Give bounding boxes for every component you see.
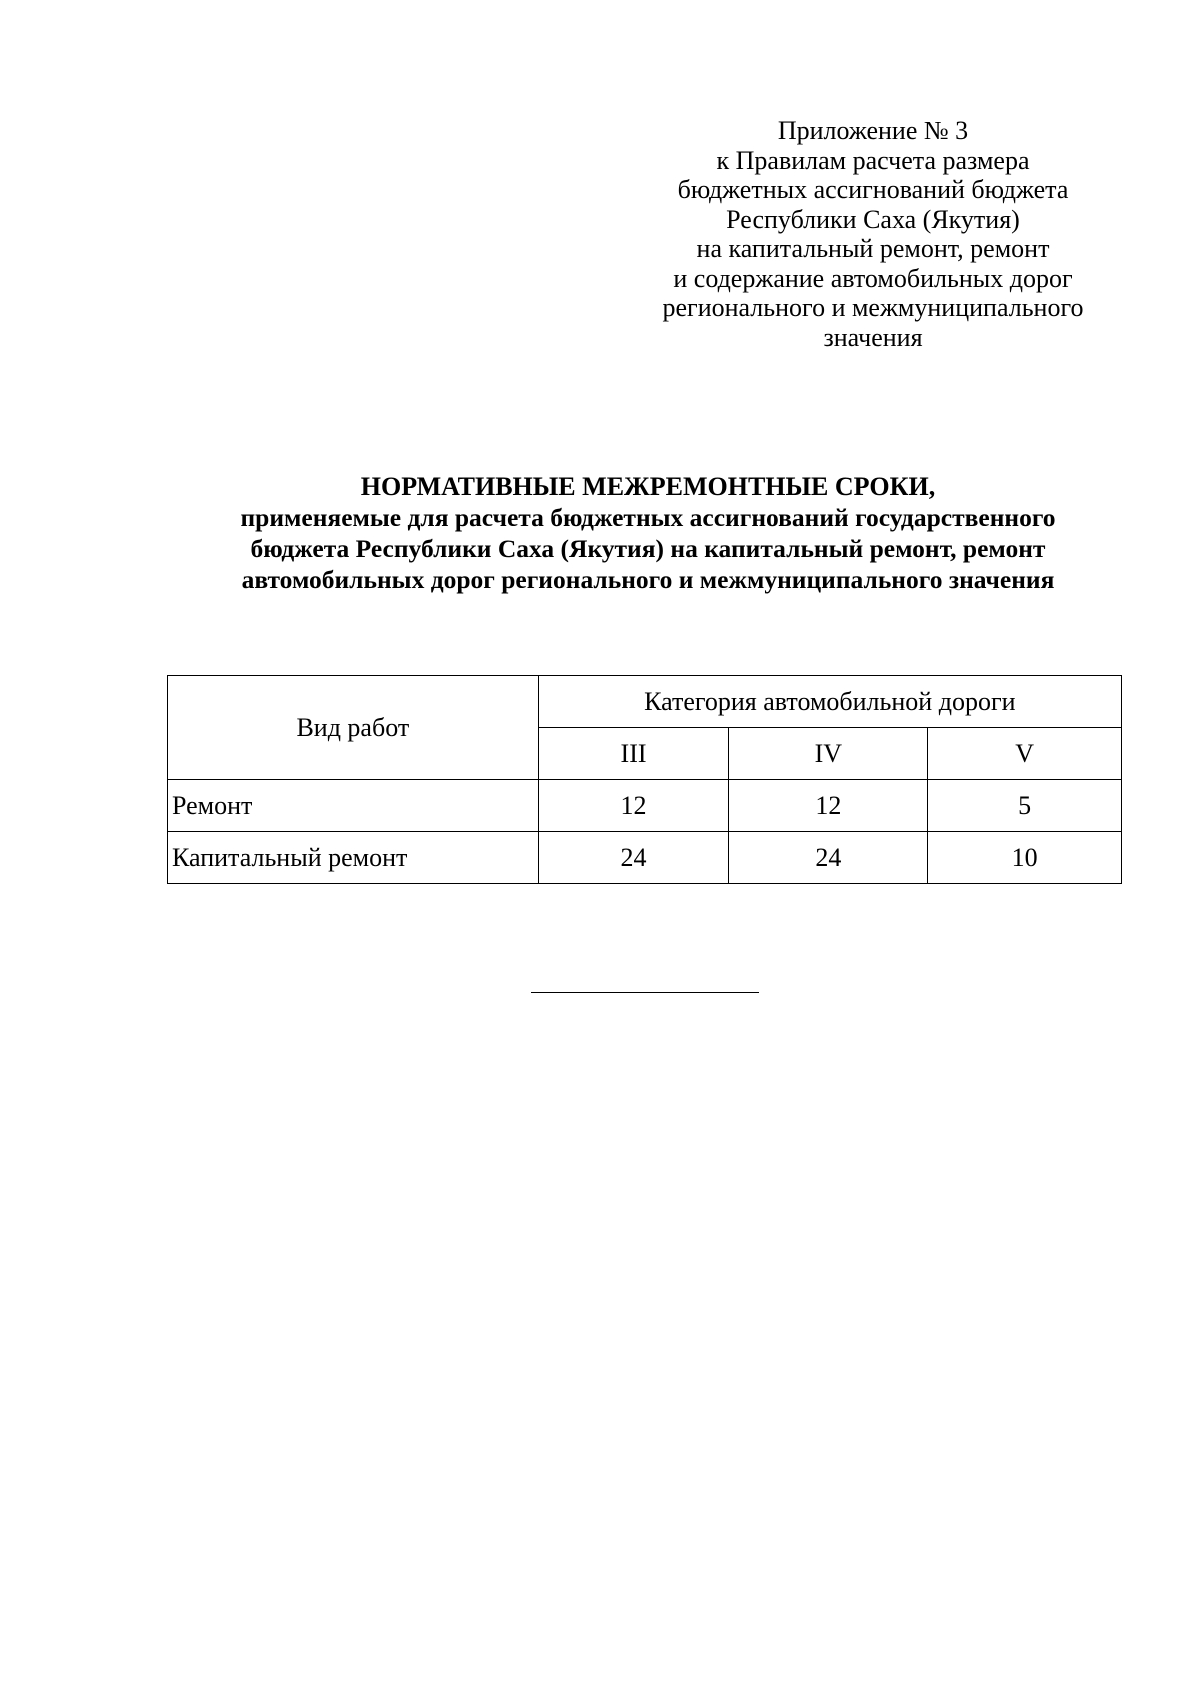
- table-row: [168, 832, 1122, 884]
- norms-table: [167, 675, 1122, 884]
- table-cell: 24: [538, 832, 729, 884]
- title-sub-line: применяемые для расчета бюджетных ассигнований государственного: [240, 503, 1056, 532]
- header-category-value: IV: [729, 728, 928, 780]
- header-category: Категория автомобильной дороги: [538, 676, 1121, 728]
- title-sub-line: бюджета Республики Саха (Якутия) на капитальный ремонт, ремонт: [250, 534, 1046, 563]
- header-category-value: V: [928, 728, 1122, 780]
- title-sub-line: автомобильных дорог регионального и межмуниципального значения: [241, 565, 1055, 594]
- row-label: Ремонт: [168, 780, 539, 832]
- table-cell: 24: [729, 832, 928, 884]
- appendix-line: значения: [823, 322, 923, 352]
- header-work-type: Вид работ: [168, 676, 539, 780]
- closing-divider: [531, 992, 759, 993]
- table-cell: 5: [928, 780, 1122, 832]
- table-cell: 12: [538, 780, 729, 832]
- appendix-header: [638, 116, 1108, 352]
- title-main: НОРМАТИВНЫЕ МЕЖРЕМОНТНЫЕ СРОКИ,: [360, 472, 936, 501]
- appendix-line: Республики Саха (Якутия): [726, 204, 1020, 234]
- appendix-line: бюджетных ассигнований бюджета: [677, 175, 1069, 204]
- appendix-line: регионального и межмуниципального: [662, 293, 1084, 322]
- table-header-row: [168, 676, 1122, 728]
- appendix-line: к Правилам расчета размера: [716, 145, 1030, 175]
- table-row: [168, 780, 1122, 832]
- document-title: [150, 471, 1146, 595]
- table-cell: 12: [729, 780, 928, 832]
- appendix-line: Приложение № 3: [777, 116, 969, 145]
- appendix-line: и содержание автомобильных дорог: [673, 263, 1073, 293]
- appendix-line: на капитальный ремонт, ремонт: [696, 234, 1050, 263]
- table-cell: 10: [928, 832, 1122, 884]
- row-label: Капитальный ремонт: [168, 832, 539, 884]
- header-category-value: III: [538, 728, 729, 780]
